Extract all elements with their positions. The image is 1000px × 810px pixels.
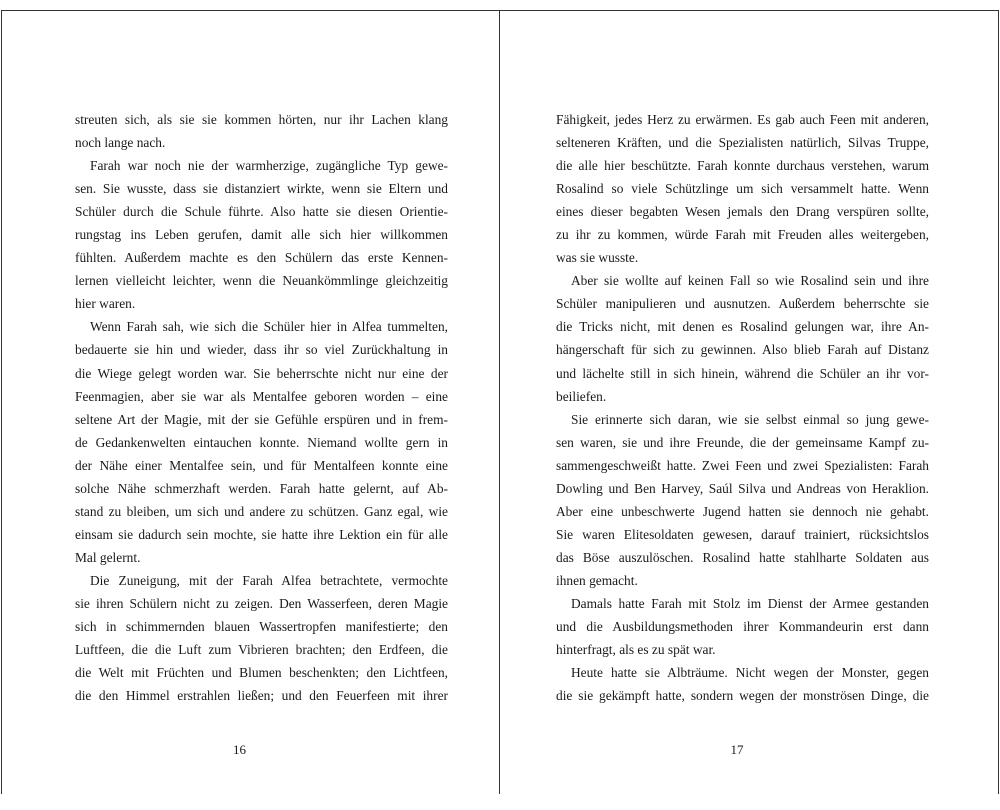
text-line: sich in schimmernden blauen Wassertropfen manifestierte; den xyxy=(75,619,448,635)
text-line: rungstag ins Leben gerufen, damit alle sich hier willkommen xyxy=(75,227,448,243)
text-line: der Nähe einer Mentalfee sein, und für Mentalfeen konnte eine xyxy=(75,457,448,473)
text-line: Wenn Farah sah, wie sich die Schüler hier in Alfea tummelten, xyxy=(90,319,448,335)
text-line: die Welt mit Früchten und Blumen beschenkten; den Lichtfeen, xyxy=(75,665,448,681)
text-line: das Böse auszulöschen. Rosalind hatte stahlharte Soldaten aus xyxy=(556,549,929,565)
text-line: was sie wusste. xyxy=(556,250,639,266)
text-line: de Gedankenwelten eintauchen konnte. Niemand wollte gern in xyxy=(75,434,448,450)
text-line: solche Nähe schmerzhaft werden. Farah hatte gelernt, auf Ab- xyxy=(75,480,448,496)
text-line: Sie erinnerte sich daran, wie sie selbst einmal so jung gewe- xyxy=(571,411,929,427)
text-line: ihnen gemacht. xyxy=(556,572,638,588)
text-line: Rosalind so viele Schützlinge um sich versammelt hatte. Wenn xyxy=(556,181,929,197)
text-line: lernen vielleicht leichter, wenn die Neuankömmlinge gleichzeitig xyxy=(75,273,448,289)
text-line: beiliefen. xyxy=(556,388,607,404)
text-line: stand zu bleiben, um sich und andere zu schützen. Ganz egal, wie xyxy=(75,503,448,519)
text-line: Die Zuneigung, mit der Farah Alfea betrachtete, vermochte xyxy=(90,572,448,588)
text-line: die den Himmel erstrahlen ließen; und den Feuerfeen mit ihrer xyxy=(75,688,448,704)
right-page xyxy=(500,11,998,794)
right-page-number: 17 xyxy=(730,742,744,757)
text-line: eines dieser begabten Wesen jemals den Drang verspüren sollte, xyxy=(556,204,929,220)
text-line: hängerschaft für sich zu gewinnen. Also blieb Farah auf Distanz xyxy=(556,342,929,358)
text-line: Dowling und Ben Harvey, Saúl Silva und Andreas von Heraklion. xyxy=(556,480,929,496)
text-line: Aber eine unbeschwerte Jugend hatten sie dennoch nie gehabt. xyxy=(556,503,929,519)
text-line: Luftfeen, die die Luft zum Vibrieren brachten; den Erdfeen, die xyxy=(75,642,448,658)
text-line: Farah war noch nie der warmherzige, zugängliche Typ gewe- xyxy=(90,158,448,174)
text-line: zu ihr zu kommen, würde Farah mit Freuden alles weitergeben, xyxy=(556,227,929,243)
text-line: sen. Sie wusste, dass sie distanziert wirkte, wenn sie Eltern und xyxy=(75,181,448,197)
text-line: einsam sie dadurch sein mochte, sie hatte ihre Lektion ein für alle xyxy=(75,526,448,542)
text-line: Fähigkeit, jedes Herz zu erwärmen. Es gab auch Feen mit anderen, xyxy=(556,112,929,127)
text-line: fühlten. Außerdem machte es den Schülern das erste Kennen- xyxy=(75,250,448,266)
text-line: die sie gekämpft hatte, sondern wegen der monströsen Dinge, die xyxy=(556,688,929,704)
text-line: und die Ausbildungsmethoden ihrer Kommandeurin erst dann xyxy=(556,619,929,635)
text-line: sen waren, sie und ihre Freunde, die der gemeinsame Kampf zu- xyxy=(556,434,929,450)
text-line: noch lange nach. xyxy=(75,135,166,151)
text-line: Sie waren Elitesoldaten gewesen, darauf trainiert, rücksichtslos xyxy=(556,526,929,542)
text-line: Damals hatte Farah mit Stolz im Dienst der Armee gestanden xyxy=(571,595,929,611)
text-line: Aber sie wollte auf keinen Fall so wie Rosalind sein und ihre xyxy=(571,273,929,289)
text-line: sie ihren Schülern nicht zu zeigen. Den Wasserfeen, deren Magie xyxy=(75,595,448,611)
text-line: hinterfragt, als es zu spät war. xyxy=(556,642,716,658)
text-line: die alle hier beschützte. Farah konnte durchaus verstehen, warum xyxy=(556,158,929,174)
text-line: streuten sich, als sie sie kommen hörten, nur ihr Lachen klang xyxy=(75,112,448,127)
text-line: Mal gelernt. xyxy=(75,549,141,565)
text-line: sammengeschweißt hatte. Zwei Feen und zwei Spezialisten: Farah xyxy=(556,457,929,473)
left-page xyxy=(2,11,500,794)
text-line: Feenmagien, aber sie war als Mentalfee geboren worden – eine xyxy=(75,388,448,404)
text-line: bedauerte sie hin und wieder, dass ihr so viel Zurückhaltung in xyxy=(75,342,448,358)
book-spread xyxy=(1,10,999,794)
text-line: hier waren. xyxy=(75,296,136,312)
text-line: Schüler durch die Schule führte. Also hatte sie diesen Orientie- xyxy=(75,204,448,220)
text-line: die Wiege gelegt worden war. Sie beherrschte nicht nur eine der xyxy=(75,365,448,381)
text-line: und lächelte still in sich hinein, während die Schüler an ihr vor- xyxy=(556,365,929,381)
left-page-number: 16 xyxy=(233,742,246,757)
text-line: selteneren Kräften, und die Spezialisten natürlich, Silvas Truppe, xyxy=(556,135,929,151)
text-line: seltene Art der Magie, mit der sie Gefühle erspüren und in frem- xyxy=(75,411,448,427)
text-line: die Tricks nicht, mit denen es Rosalind gelungen war, ihre An- xyxy=(556,319,929,335)
left-page-text xyxy=(75,108,448,707)
right-page-text xyxy=(556,108,929,707)
text-line: Schüler manipulieren und ausnutzen. Außerdem beherrschte sie xyxy=(556,296,929,312)
text-line: Heute hatte sie Albträume. Nicht wegen der Monster, gegen xyxy=(571,665,929,681)
